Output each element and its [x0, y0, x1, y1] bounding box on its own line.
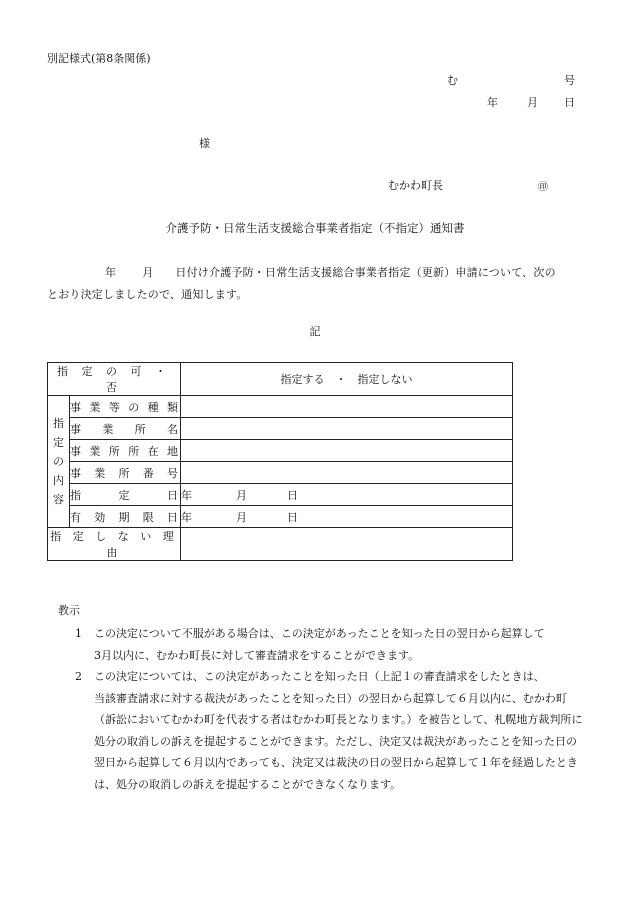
form-label: 別記様式(第8条関係) — [47, 52, 151, 65]
row-label-expiry-date: 有効期限日 — [70, 506, 181, 528]
row-value-designation-date: 年 月 日 — [181, 484, 513, 506]
instruction-text: この決定については、この決定があったことを知った日（上記１の審査請求をしたときは、 当該審査請求に対する裁決があったことを知った日）の翌日から起算して６月以内に、むかわ町（訴訟においてむかわ町を代表する者はむかわ町長となります。）を被告として、札幌地方裁判所に処分の取消しの訴えを提起することができます。ただし、決定又は裁決があったことを知った日の翌日から起算して６月以内であっても、決定又は裁決の日の翌日から起算して１年を経過したときは、処分の取消しの訴えを提起することができなくなります。 — [94, 670, 583, 791]
row-label-office-name: 事業所名 — [70, 418, 181, 440]
table-row — [48, 462, 513, 484]
ki-heading: 記 — [309, 325, 321, 338]
document-title: 介護予防・日常生活支援総合事業者指定（不指定）通知書 — [165, 221, 465, 235]
content-group-label: 指 定 の 内 容 — [48, 396, 70, 528]
intro-year: 年 — [105, 266, 117, 279]
addressee: 様 — [199, 137, 210, 150]
number-suffix: 号 — [564, 74, 575, 87]
reason-row — [48, 528, 513, 561]
intro-paragraph — [47, 262, 587, 306]
row-label-designation-date: 指定日 — [70, 484, 181, 506]
designation-table — [47, 362, 513, 561]
row-value-office-address — [181, 440, 513, 462]
date-month: 月 — [527, 96, 538, 109]
date-day: 日 — [564, 96, 575, 109]
table-row — [48, 484, 513, 506]
instructions-title: 教示 — [58, 604, 80, 617]
issuer-name: むかわ町長 — [388, 179, 443, 192]
intro-text-line2: とおり決定しましたので、通知します。 — [47, 288, 248, 301]
table-row — [48, 396, 513, 418]
table-row — [48, 506, 513, 528]
intro-month: 月 — [142, 266, 154, 279]
number-prefix: む — [447, 74, 458, 87]
seal-mark: ㊞ — [538, 182, 548, 193]
table-row — [48, 418, 513, 440]
row-value-office-number — [181, 462, 513, 484]
approval-label: 指 定 の 可 ・ 否 — [48, 363, 181, 396]
row-value-office-name — [181, 418, 513, 440]
instruction-number: 1 — [75, 627, 82, 640]
instruction-text: この決定について不服がある場合は、この決定があったことを知った日の翌日から起算して 3月以内に、むかわ町長に対して審査請求をすることができます。 — [94, 627, 545, 662]
date-year: 年 — [487, 96, 498, 109]
approval-value: 指定する ・ 指定しない — [181, 363, 513, 396]
reason-value — [181, 528, 513, 561]
instruction-number: 2 — [75, 670, 82, 683]
row-value-expiry-date: 年 月 日 — [181, 506, 513, 528]
row-label-office-address: 事業所所在地 — [70, 440, 181, 462]
intro-text-line1: 日付け介護予防・日常生活支援総合事業者指定（更新）申請について、次の — [175, 266, 556, 279]
approval-row — [48, 363, 513, 396]
table-row — [48, 440, 513, 462]
instruction-item — [68, 666, 586, 796]
row-value-business-type — [181, 396, 513, 418]
row-label-office-number: 事業所番号 — [70, 462, 181, 484]
instruction-item — [68, 623, 586, 666]
reason-label: 指 定 し な い 理 由 — [48, 528, 181, 561]
row-label-business-type: 事業等の種類 — [70, 396, 181, 418]
